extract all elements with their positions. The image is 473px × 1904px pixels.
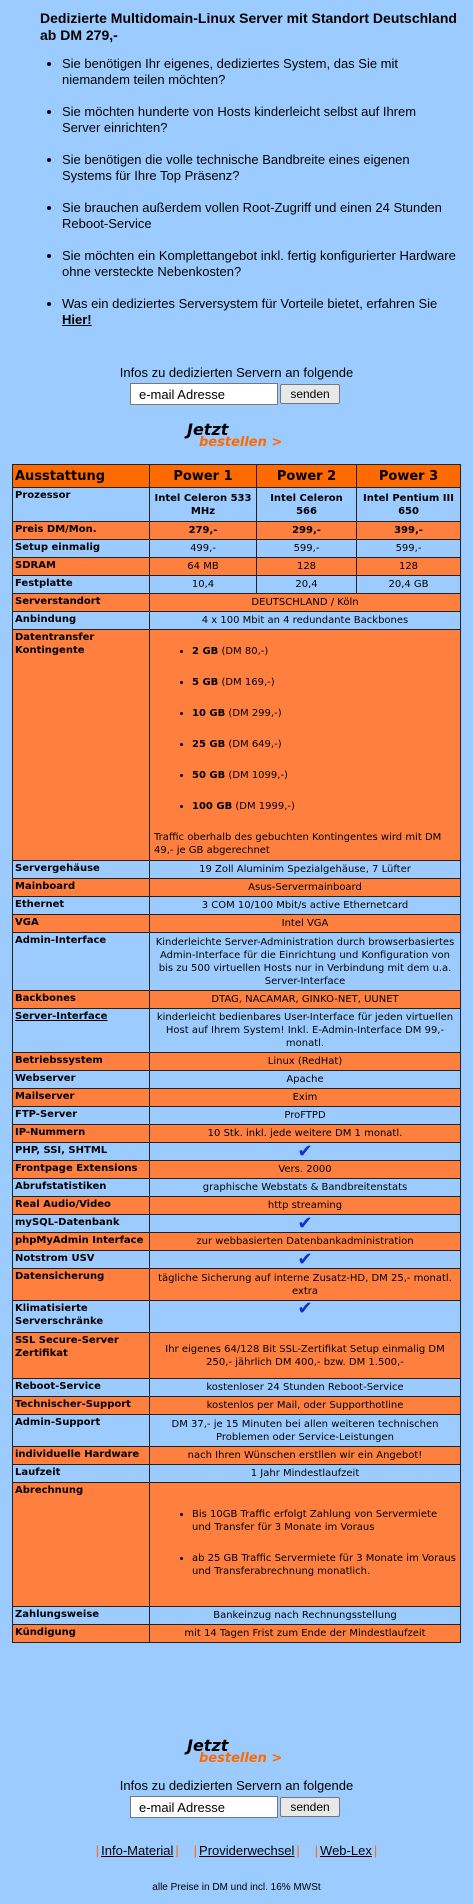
order-now-jetzt: Jetzt <box>187 1736 229 1755</box>
header-power-1: Power 1 <box>150 465 257 488</box>
cell-value: Bankeinzug nach Rechnungsstellung <box>150 1607 461 1625</box>
row-label: FTP-Server <box>13 1107 150 1125</box>
row-label: Real Audio/Video <box>13 1197 150 1215</box>
row-label: Klimatisierte Serverschränke <box>13 1301 150 1333</box>
row-label: Servergehäuse <box>13 861 150 879</box>
row-label: Kündigung <box>13 1625 150 1643</box>
cell-value: DM 37,- je 15 Minuten bei allen weiteren technischen Problemen oder Service-Leistungen <box>150 1415 461 1447</box>
table-row <box>13 1397 461 1415</box>
row-label: phpMyAdmin Interface <box>13 1233 150 1251</box>
cell-value: Apache <box>150 1071 461 1089</box>
transfer-price: (DM 1999,-) <box>232 801 295 812</box>
table-row <box>13 1197 461 1215</box>
send-button[interactable]: senden <box>280 384 340 404</box>
cell-value: 10 Stk. inkl. jede weitere DM 1 monatl. <box>150 1125 461 1143</box>
transfer-amount: 5 GB <box>192 677 219 688</box>
table-row <box>13 522 461 540</box>
row-label: Admin-Interface <box>13 933 150 991</box>
cell-value: Intel Celeron 566 <box>257 488 357 522</box>
transfer-amount: 10 GB <box>192 708 226 719</box>
cell-value: Intel Celeron 533 MHz <box>150 488 257 522</box>
info-form <box>130 383 350 405</box>
order-now-button-bottom[interactable] <box>187 1736 297 1768</box>
cell-value: DEUTSCHLAND / Köln <box>150 594 461 612</box>
row-label: Backbones <box>13 991 150 1009</box>
table-row <box>13 897 461 915</box>
benefit-item <box>62 296 457 328</box>
cell-value: Ihr eigenes 64/128 Bit SSL-Zertifikat Setup einmalig DM 250,- jährlich DM 400,- bzw. DM 1.500,- <box>150 1333 461 1379</box>
row-label: Admin-Support <box>13 1415 150 1447</box>
billing-list <box>152 1508 458 1578</box>
link-separator: | <box>95 1843 100 1858</box>
row-label: Laufzeit <box>13 1465 150 1483</box>
table-row <box>13 1143 461 1161</box>
cell-value: 20,4 <box>257 576 357 594</box>
benefit-item: • Sie möchten ein Komplettangebot inkl. fertig konfigurierter Hardware ohne versteckte Nebenkosten? <box>62 248 457 280</box>
cell-value: 1 Jahr Mindestlaufzeit <box>150 1465 461 1483</box>
server-interface-link[interactable]: Server-Interface <box>13 1009 150 1053</box>
cell-value: nach Ihren Wünschen erstllen wir ein Angebot! <box>150 1447 461 1465</box>
benefit-item: • Sie brauchen außerdem vollen Root-Zugriff und einen 24 Stunden Reboot-Service <box>62 200 457 232</box>
infos-text-bottom: Infos zu dedizierten Servern an folgende <box>119 1778 354 1793</box>
link-separator: | <box>175 1843 179 1858</box>
table-row <box>13 1483 461 1607</box>
row-label: Frontpage Extensions <box>13 1161 150 1179</box>
row-label: Notstrom USV <box>13 1251 150 1269</box>
email-input[interactable] <box>130 383 278 405</box>
benefit-item-text: Was ein dediziertes Serversystem für Vorteile bietet, erfahren Sie <box>62 296 438 311</box>
transfer-price: (DM 80,-) <box>218 646 269 657</box>
row-label: Betriebssystem <box>13 1053 150 1071</box>
list-item <box>192 800 458 813</box>
order-now-bestellen: bestellen > <box>199 435 283 450</box>
table-row <box>13 1071 461 1089</box>
row-label: SDRAM <box>13 558 150 576</box>
table-row <box>13 1161 461 1179</box>
list-item <box>192 645 458 658</box>
table-row <box>13 1053 461 1071</box>
table-row <box>13 1447 461 1465</box>
footer-links <box>0 1843 473 1858</box>
transfer-amount: 25 GB <box>192 739 226 750</box>
hier-link[interactable]: Hier! <box>62 312 92 327</box>
row-label: PHP, SSI, SHTML <box>13 1143 150 1161</box>
table-row <box>13 1269 461 1301</box>
table-row <box>13 576 461 594</box>
cell-value: kostenloser 24 Stunden Reboot-Service <box>150 1379 461 1397</box>
row-label: Abrufstatistiken <box>13 1179 150 1197</box>
cell-value: Kinderleichte Server-Administration durch browserbasiertes Admin-Interface für die Einrichtung und Konfiguration von bis zu 500 virtuellen Hosts nur in Verbindung mit dem u.a. Server-Interface <box>150 933 461 991</box>
table-row <box>13 1089 461 1107</box>
row-label: Serverstandort <box>13 594 150 612</box>
list-item: • Bis 10GB Traffic erfolgt Zahlung von Servermiete und Transfer für 3 Monate im Voraus <box>192 1508 458 1534</box>
list-item <box>192 676 458 689</box>
header-power-2: Power 2 <box>257 465 357 488</box>
link-separator: | <box>193 1843 198 1858</box>
cell-value: graphische Webstats & Bandbreitenstats <box>150 1179 461 1197</box>
cell-value: kostenlos per Mail, oder Supporthotline <box>150 1397 461 1415</box>
row-label: Abrechnung <box>13 1483 150 1607</box>
row-label: Anbindung <box>13 612 150 630</box>
row-label: mySQL-Datenbank <box>13 1215 150 1233</box>
cell-value: ProFTPD <box>150 1107 461 1125</box>
row-label: Technischer-Support <box>13 1397 150 1415</box>
header-power-3: Power 3 <box>357 465 461 488</box>
table-row <box>13 1215 461 1233</box>
cell-value: 499,- <box>150 540 257 558</box>
checkmark-icon: ✔ <box>150 1143 461 1161</box>
cell-value: 20,4 GB <box>357 576 461 594</box>
transfer-note: Traffic oberhalb des gebuchten Kontingentes wird mit DM 49,- je GB abgerechnet <box>154 832 442 856</box>
table-row <box>13 1009 461 1053</box>
row-label: Zahlungsweise <box>13 1607 150 1625</box>
cell-value: 4 x 100 Mbit an 4 redundante Backbones <box>150 612 461 630</box>
link-separator: | <box>373 1843 378 1858</box>
table-row <box>13 1125 461 1143</box>
cell-value: Vers. 2000 <box>150 1161 461 1179</box>
benefit-item: • Sie benötigen die volle technische Bandbreite eines eigenen Systems für Ihre Top Präsenz? <box>62 152 457 184</box>
cell-value: tägliche Sicherung auf interne Zusatz-HD, DM 25,- monatl. extra <box>150 1269 461 1301</box>
row-label: Reboot-Service <box>13 1379 150 1397</box>
table-row <box>13 1179 461 1197</box>
transfer-price: (DM 169,-) <box>218 677 275 688</box>
transfer-list <box>152 645 458 813</box>
row-label: VGA <box>13 915 150 933</box>
cell-value: Intel VGA <box>150 915 461 933</box>
cell-value: zur webbasierten Datenbankadministration <box>150 1233 461 1251</box>
page-headline: Dedizierte Multidomain-Linux Server mit Standort Deutschland ab DM 279,- <box>40 10 457 43</box>
transfer-price: (DM 1099,-) <box>225 770 288 781</box>
cell-value: 19 Zoll Aluminim Spezialgehäuse, 7 Lüfter <box>150 861 461 879</box>
order-now-jetzt: Jetzt <box>187 420 229 439</box>
row-label: Festplatte <box>13 576 150 594</box>
link-separator: | <box>296 1843 300 1858</box>
row-label: Mainboard <box>13 879 150 897</box>
table-row <box>13 861 461 879</box>
table-row <box>13 630 461 861</box>
transfer-amount: 2 GB <box>192 646 219 657</box>
cell-value: 128 <box>357 558 461 576</box>
table-row <box>13 594 461 612</box>
cell-value: 128 <box>257 558 357 576</box>
link-separator: | <box>314 1843 319 1858</box>
cell-value: 64 MB <box>150 558 257 576</box>
table-row <box>13 1465 461 1483</box>
row-label: Ethernet <box>13 897 150 915</box>
prices-note: alle Preise in DM und incl. 16% MWSt <box>152 1882 321 1893</box>
providerwechsel-link[interactable]: Providerwechsel <box>199 1843 295 1858</box>
row-label: IP-Nummern <box>13 1125 150 1143</box>
info-form-bottom <box>130 1796 350 1818</box>
transfer-amount: 50 GB <box>192 770 226 781</box>
table-row <box>13 1415 461 1447</box>
table-row <box>13 991 461 1009</box>
row-label: Mailserver <box>13 1089 150 1107</box>
cell-value: 279,- <box>150 522 257 540</box>
cell-value: 299,- <box>257 522 357 540</box>
checkmark-icon: ✔ <box>150 1301 461 1333</box>
checkmark-icon: ✔ <box>150 1251 461 1269</box>
row-label: Prozessor <box>13 488 150 522</box>
table-row <box>13 1625 461 1643</box>
order-now-bestellen: bestellen > <box>199 1751 283 1766</box>
checkmark-icon: ✔ <box>150 1215 461 1233</box>
table-row <box>13 915 461 933</box>
send-button-bottom[interactable]: senden <box>280 1797 340 1817</box>
cell-value: 3 COM 10/100 Mbit/s active Ethernetcard <box>150 897 461 915</box>
web-lex-link[interactable]: Web-Lex <box>320 1843 372 1858</box>
cell-value: Linux (RedHat) <box>150 1053 461 1071</box>
cell-value: 399,- <box>357 522 461 540</box>
cell-value: Exim <box>150 1089 461 1107</box>
table-row <box>13 1379 461 1397</box>
infos-text: Infos zu dedizierten Servern an folgende <box>119 365 354 380</box>
table-row <box>13 933 461 991</box>
table-row <box>13 1107 461 1125</box>
table-row <box>13 1301 461 1333</box>
cell-value: Asus-Servermainboard <box>150 879 461 897</box>
benefit-item: • Sie benötigen Ihr eigenes, dediziertes System, das Sie mit niemandem teilen möchten? <box>62 56 457 88</box>
row-label: Preis DM/Mon. <box>13 522 150 540</box>
table-row <box>13 879 461 897</box>
cell-value: kinderleicht bedienbares User-Interface für jeden virtuellen Host auf Ihrem System! Inkl. E-Admin-Interface DM 99,- monatl. <box>150 1009 461 1053</box>
transfer-price: (DM 649,-) <box>225 739 282 750</box>
row-label: SSL Secure-Server Zertifikat <box>13 1333 150 1379</box>
cell-value <box>150 1483 461 1607</box>
list-item <box>192 769 458 782</box>
table-row <box>13 558 461 576</box>
cell-value: 599,- <box>257 540 357 558</box>
row-label: individuelle Hardware <box>13 1447 150 1465</box>
benefit-list <box>62 56 457 344</box>
table-row <box>13 1333 461 1379</box>
row-label: Webserver <box>13 1071 150 1089</box>
list-item: • ab 25 GB Traffic Servermiete für 3 Monate im Voraus und Transferabrechnung monatlich. <box>192 1552 458 1578</box>
table-row <box>13 1233 461 1251</box>
row-label: Datensicherung <box>13 1269 150 1301</box>
table-row <box>13 1251 461 1269</box>
cell-value: 10,4 <box>150 576 257 594</box>
transfer-price: (DM 299,-) <box>225 708 282 719</box>
cell-value: Intel Pentium III 650 <box>357 488 461 522</box>
cell-value: 599,- <box>357 540 461 558</box>
email-input-bottom[interactable] <box>130 1796 278 1818</box>
header-ausstattung: Ausstattung <box>13 465 150 488</box>
product-comparison-table <box>12 464 461 1643</box>
transfer-amount: 100 GB <box>192 801 233 812</box>
info-material-link[interactable]: Info-Material <box>101 1843 174 1858</box>
benefit-item: • Sie möchten hunderte von Hosts kinderleicht selbst auf Ihrem Server einrichten? <box>62 104 457 136</box>
row-label: Setup einmalig <box>13 540 150 558</box>
table-row <box>13 488 461 522</box>
order-now-button[interactable] <box>187 420 297 452</box>
table-row <box>13 1607 461 1625</box>
cell-value <box>150 630 461 861</box>
cell-value: mit 14 Tagen Frist zum Ende der Mindestlaufzeit <box>150 1625 461 1643</box>
list-item <box>192 738 458 751</box>
row-label: Datentransfer Kontingente <box>13 630 150 861</box>
cell-value: http streaming <box>150 1197 461 1215</box>
table-row <box>13 540 461 558</box>
list-item <box>192 707 458 720</box>
cell-value: DTAG, NACAMAR, GINKO-NET, UUNET <box>150 991 461 1009</box>
table-header-row <box>13 465 461 488</box>
table-row <box>13 612 461 630</box>
